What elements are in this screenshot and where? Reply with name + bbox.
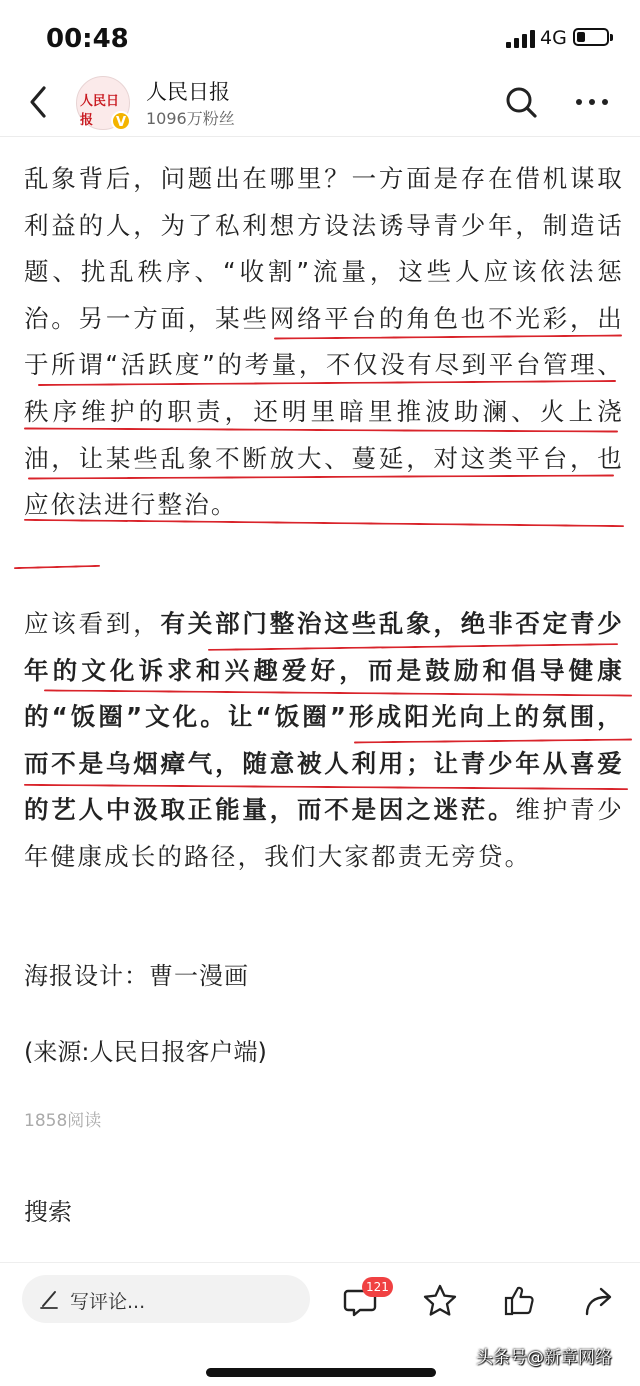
share-button[interactable] xyxy=(582,1283,618,1319)
back-button[interactable] xyxy=(22,80,62,124)
like-button[interactable] xyxy=(502,1283,538,1319)
search-button[interactable] xyxy=(502,83,540,121)
status-time: 00:48 xyxy=(46,24,129,54)
pen-icon xyxy=(38,1288,60,1310)
annotation-underline xyxy=(14,565,100,569)
more-button[interactable] xyxy=(572,84,612,120)
watermark: 头条号@新章网络 xyxy=(476,1348,612,1368)
article-header xyxy=(0,70,640,137)
star-icon xyxy=(422,1283,458,1319)
comment-input[interactable] xyxy=(22,1275,310,1323)
bottom-action-bar xyxy=(0,1262,640,1386)
battery-icon xyxy=(573,28,609,46)
comment-count-badge: 121 xyxy=(362,1277,393,1297)
paragraph-2-ending: 维护青少年健康成长的路径，我们大家都责无旁贷。 xyxy=(24,795,624,871)
account-avatar[interactable] xyxy=(76,76,130,130)
article-source: (来源:人民日报客户端) xyxy=(24,1038,267,1066)
status-bar xyxy=(0,0,640,78)
back-arrow-icon xyxy=(22,80,62,124)
comment-placeholder: 写评论... xyxy=(70,1291,146,1313)
account-name[interactable]: 人民日报 xyxy=(146,80,230,104)
follower-count: 1096万粉丝 xyxy=(146,109,235,128)
paragraph-2-intro: 应该看到， xyxy=(24,609,161,638)
search-link[interactable]: 搜索 xyxy=(24,1198,72,1226)
signal-icon xyxy=(506,30,536,48)
home-indicator[interactable] xyxy=(206,1368,436,1377)
verified-icon: V xyxy=(111,111,131,131)
read-count: 1858阅读 xyxy=(24,1111,102,1131)
paragraph-2-emphasis: 有关部门整治这些乱象，绝非否定青少年的文化诉求和兴趣爱好，而是鼓励和倡导健康的“饭圈”文化。让“饭圈”形成阳光向上的氛围，而不是乌烟瘴气，随意被人利用；让青少年从喜爱的艺人中汲取正能量，而不是因之迷茫。 xyxy=(24,609,624,825)
poster-credit: 海报设计：曹一漫画 xyxy=(24,962,249,990)
share-icon xyxy=(582,1283,618,1319)
more-icon xyxy=(572,84,612,120)
people-daily-logo: 人民日报 xyxy=(80,94,120,128)
network-type: 4G xyxy=(540,27,567,49)
article-paragraph-1: 乱象背后，问题出在哪里？一方面是存在借机谋取利益的人，为了私利想方设法诱导青少年，制造话题、扰乱秩序、“收割”流量，这些人应该依法惩治。另一方面，某些网络平台的角色也不光彩，出于所谓“活跃度”的考量，不仅没有尽到平台管理、秩序维护的职责，还明里暗里推波助澜、火上浇油，让某些乱象不断放大、蔓延，对这类平台，也应依法进行整治。 xyxy=(24,164,624,520)
favorite-button[interactable] xyxy=(422,1283,458,1319)
search-icon xyxy=(502,83,540,121)
thumbs-up-icon xyxy=(502,1283,538,1319)
